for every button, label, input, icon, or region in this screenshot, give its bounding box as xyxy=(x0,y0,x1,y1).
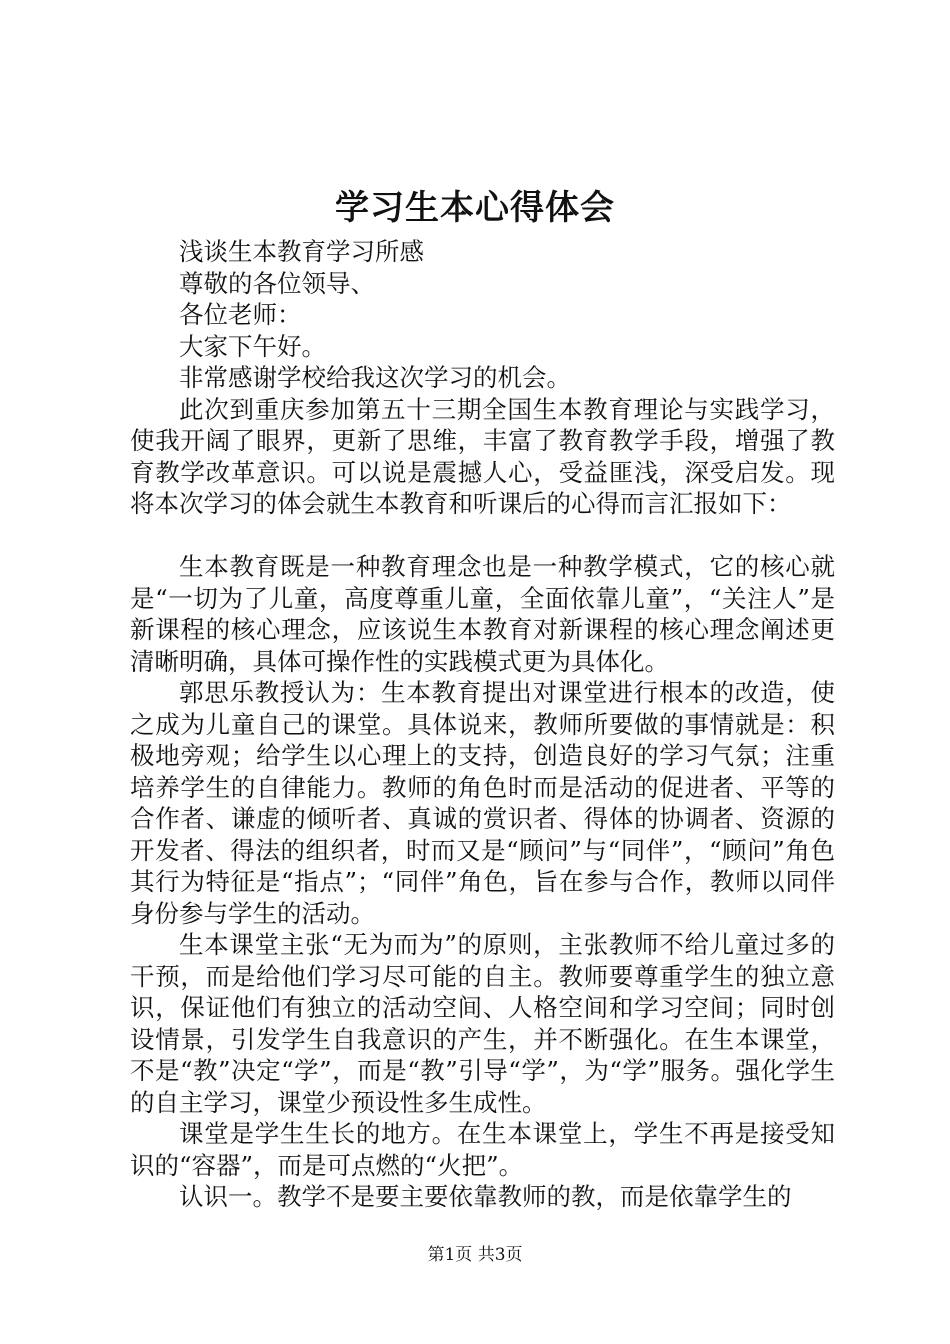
paragraph-classroom-principle: 生本课堂主张“无为而为”的原则，主张教师不给儿童过多的干预，而是给他们学习尽可能的自主。教师要尊重学生的独立意识，保证他们有独立的活动空间、人格空间和学习空间；同时创设情景，引发学生自我意识的产生，并不断强化。在生本课堂，不是“教”决定“学”，而是“教”引导“学”，为“学”服务。强化学生的自主学习，课堂少预设性多生成性。 xyxy=(130,930,835,1117)
paragraph-greeting-leaders: 尊敬的各位领导、 xyxy=(179,268,375,298)
paragraph-good-afternoon: 大家下午好。 xyxy=(179,331,326,361)
paragraph-greeting-teachers: 各位老师： xyxy=(179,300,302,329)
paragraph-spacer xyxy=(130,520,835,552)
paragraph-classroom-growth: 课堂是学生生长的地方。在生本课堂上，学生不再是接受知识的“容器”，而是可点燃的“火把”。 xyxy=(130,1119,835,1180)
document-title: 学习生本心得体会 xyxy=(335,188,615,228)
paragraph-subtitle: 浅谈生本教育学习所感 xyxy=(179,237,424,266)
document-body xyxy=(130,236,835,1213)
paragraph-understanding-one: 认识一。教学不是要主要依靠教师的教，而是依靠学生的 xyxy=(179,1182,792,1211)
page-number: 第1页 共3页 xyxy=(427,1245,523,1265)
paragraph-core-concept: 生本教育既是一种教育理念也是一种教学模式，它的核心就是“一切为了儿童，高度尊重儿童，全面依靠儿童”，“关注人”是新课程的核心理念，应该说生本教育对新课程的核心理念阐述更清晰明确，具体可操作性的实践模式更为具体化。 xyxy=(130,552,835,676)
paragraph-intro: 此次到重庆参加第五十三期全国生本教育理论与实践学习，使我开阔了眼界，更新了思维，丰富了教育教学手段，增强了教育教学改革意识。可以说是震撼人心，受益匪浅，深受启发。现将本次学习的体会就生本教育和听课后的心得而言汇报如下： xyxy=(130,394,835,518)
paragraph-guo-siyue: 郭思乐教授认为：生本教育提出对课堂进行根本的改造，使之成为儿童自己的课堂。具体说来，教师所要做的事情就是：积极地旁观；给学生以心理上的支持，创造良好的学习气氛；注重培养学生的自律能力。教师的角色时而是活动的促进者、平等的合作者、谦虚的倾听者、真诚的赏识者、得体的协调者、资源的开发者、得法的组织者，时而又是“顾问”与“同伴”，“顾问”角色其行为特征是“指点”；“同伴”角色，旨在参与合作，教师以同伴身份参与学生的活动。 xyxy=(130,678,835,928)
paragraph-thanks: 非常感谢学校给我这次学习的机会。 xyxy=(179,363,571,392)
